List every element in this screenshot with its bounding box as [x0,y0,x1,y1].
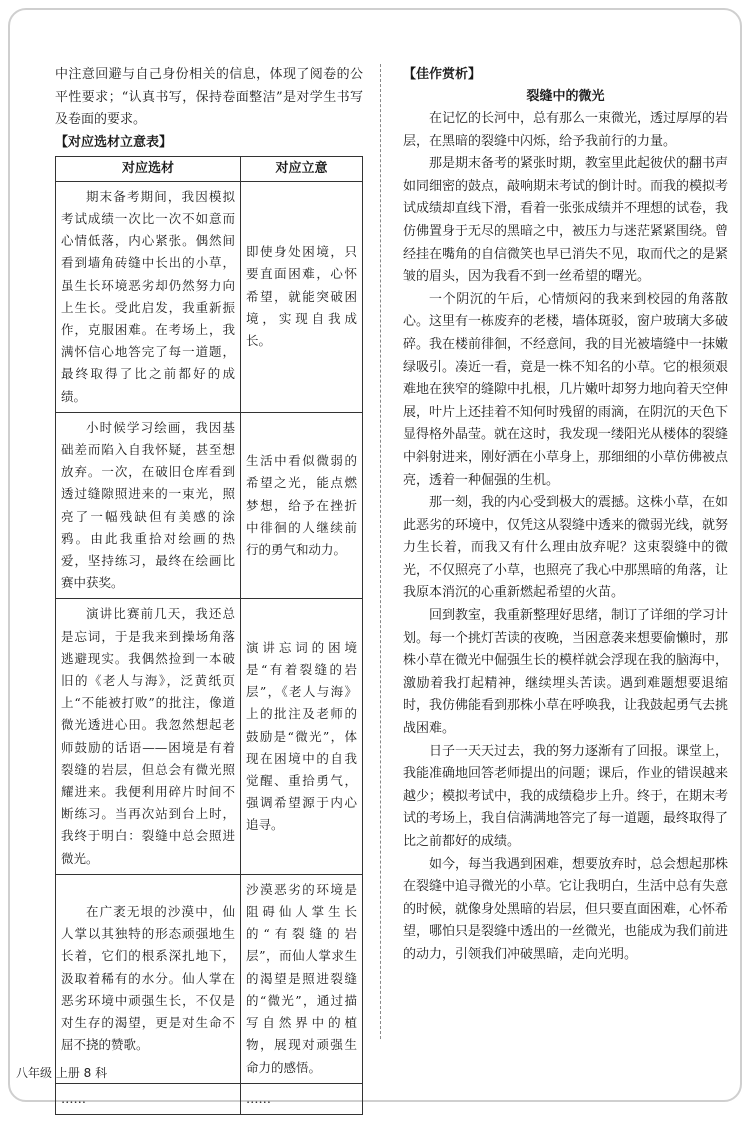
theme-cell [241,599,363,874]
table-heading: 【对应选材立意表】 [55,134,173,150]
theme-cell [241,874,363,1083]
material-cell [56,412,241,599]
ellipsis-cell [56,1083,241,1114]
material-text: 演讲比赛前几天，我还总是忘词，于是我来到操场角落逃避现实。我偶然捡到一本破旧的《老人与海》，泛黄纸页上“不能被打败”的批注，像道微光透进心田。我忽然想起老师鼓励的话语——困境是有着裂缝的岩层，但总会有微光照耀进来。我便利用碎片时间不断练习。当再次站到台上时，我终于明白：裂缝中总会照进微光。 [61,606,235,866]
ellipsis-text: …… [61,1090,86,1106]
theme-text: 即使身处困境，只要直面困难，心怀希望，就能突破困境，实现自我成长。 [246,244,357,349]
table-row [56,599,363,874]
table-row [56,1083,363,1114]
column-divider [380,64,381,1039]
ellipsis-text: …… [246,1090,271,1106]
theme-cell [241,181,363,412]
material-cell [56,181,241,412]
table-row [56,412,363,599]
material-cell [56,599,241,874]
essay-paragraph: 那是期末备考的紧张时期，教室里此起彼伏的翻书声如同细密的鼓点，敲响期末考试的倒计时。而我的模拟考试成绩却直线下滑，看着一张张成绩并不理想的试卷，我仿佛置身于无尽的黑暗之中，被压力与迷茫紧紧围绕。曾经挂在嘴角的自信微笑也早已消失不见，取而代之的是紧皱的眉头，因为我看不到一丝希望的曙光。 [403,156,729,285]
theme-text: 演讲忘词的困境是“有着裂缝的岩层”，《老人与海》上的批注及老师的鼓励是“微光”，体现在困境中的自我觉醒、重拾勇气，强调希望源于内心追寻。 [246,639,357,833]
essay-paragraph: 在记忆的长河中，总有那么一束微光，透过厚厚的岩层，在黑暗的裂缝中闪烁，给予我前行的力量。 [403,111,729,149]
material-text: 期末备考期间，我因模拟考试成绩一次比一次不如意而心情低落，内心紧张。偶然间看到墙角砖缝中长出的小草，虽生长环境恶劣却仍然努力向上生长。受此启发，我重新振作，克服困难。在考场上，我满怀信心地答完了每一道题，最终取得了比之前都好的成绩。 [61,188,235,404]
essay-paragraph: 回到教室，我重新整理好思绪，制订了详细的学习计划。每一个挑灯苦读的夜晚，当困意袭来想要偷懒时，那株小草在微光中倔强生长的模样就会浮现在我的脑海中，激励着我打起精神，继续埋头苦读。遇到难题想要退缩时，我仿佛能看到那株小草在呼唤我，让我鼓起勇气去挑战困难。 [403,608,729,737]
material-theme-table [55,156,363,1115]
section-heading: 【佳作赏析】 [403,67,482,82]
material-cell [56,874,241,1083]
theme-cell [241,412,363,599]
essay-paragraph: 一个阴沉的午后，心情烦闷的我来到校园的角落散心。这里有一栋废弃的老楼，墙体斑驳，窗户玻璃大多破碎。我在楼前徘徊，不经意间，我的目光被墙缝中一抹嫩绿吸引。凑近一看，竟是一株不知名的小草。它的根须艰难地在狭窄的缝隙中扎根，几片嫩叶却努力地向着天空伸展，叶片上还挂着不知何时残留的雨滴，在阴沉的天色下显得格外晶莹。就在这时，我发现一缕阳光从楼体的裂缝中斜射进来，刚好洒在小草身上，那细细的小草仿佛被点亮，透着一种倔强的生机。 [403,291,729,488]
ellipsis-cell [241,1083,363,1114]
right-column [403,64,728,967]
theme-text: 沙漠恶劣的环境是阻碍仙人掌生长的“有裂缝的岩层”，而仙人掌求生的渴望是照进裂缝的“微光”，通过描写自然界中的植物，展现对顽强生命力的感悟。 [246,881,357,1075]
table-row [56,181,363,412]
essay-paragraph: 如今，每当我遇到困难，想要放弃时，总会想起那株在裂缝中追寻微光的小草。它让我明白，生活中总有失意的时候，就像身处黑暗的岩层，但只要直面困难，心怀希望，哪怕只是裂缝中透出的一丝微光，也能成为我们前进的动力，引领我们冲破黑暗，走向光明。 [403,856,729,962]
essay-paragraph: 日子一天天过去，我的努力逐渐有了回报。课堂上，我能准确地回答老师提出的问题；课后，作业的错误越来越少；模拟考试中，我的成绩稳步上升。终于，在期末考试的考场上，我自信满满地答完了每一道题，最终取得了比之前都好的成绩。 [403,743,729,849]
material-text: 在广袤无垠的沙漠中，仙人掌以其独特的形态顽强地生长着，它们的根系深扎地下，汲取着稀有的水分。仙人掌在恶劣环境中顽强生长，不仅是对生存的渴望，更是对生命不屈不挠的赞歌。 [61,904,235,1053]
table-header-row [56,156,363,181]
material-text: 小时候学习绘画，我因基础差而陷入自我怀疑，甚至想放弃。一次，在破旧仓库看到透过缝隙照进来的一束光，照亮了一幅残缺但有美感的涂鸦。由此我重拾对绘画的热爱，坚持练习，最终在绘画比赛中获奖。 [61,419,235,591]
theme-text: 生活中看似微弱的希望之光，能点燃梦想，给予在挫折中徘徊的人继续前行的勇气和动力。 [246,453,357,557]
left-column [55,64,363,1115]
header-theme: 对应立意 [241,156,363,181]
essay-title: 裂缝中的微光 [526,89,605,104]
essay-paragraph: 那一刻，我的内心受到极大的震撼。这株小草，在如此恶劣的环境中，仅凭这从裂缝中透来的微弱光线，就努力生长着，而我又有什么理由放弃呢？这束裂缝中的微光，不仅照亮了小草，也照亮了我心中那黑暗的角落，让我原本消沉的心重新燃起希望的火苗。 [403,495,729,601]
table-row [56,874,363,1083]
header-material: 对应选材 [56,156,241,181]
intro-paragraph: 中注意回避与自己身份相关的信息，体现了阅卷的公平性要求；“认真书写，保持卷面整洁”是对学生书写及卷面的要求。 [55,67,363,128]
page-footer: 八年级 上册 8 科 [16,1066,108,1080]
